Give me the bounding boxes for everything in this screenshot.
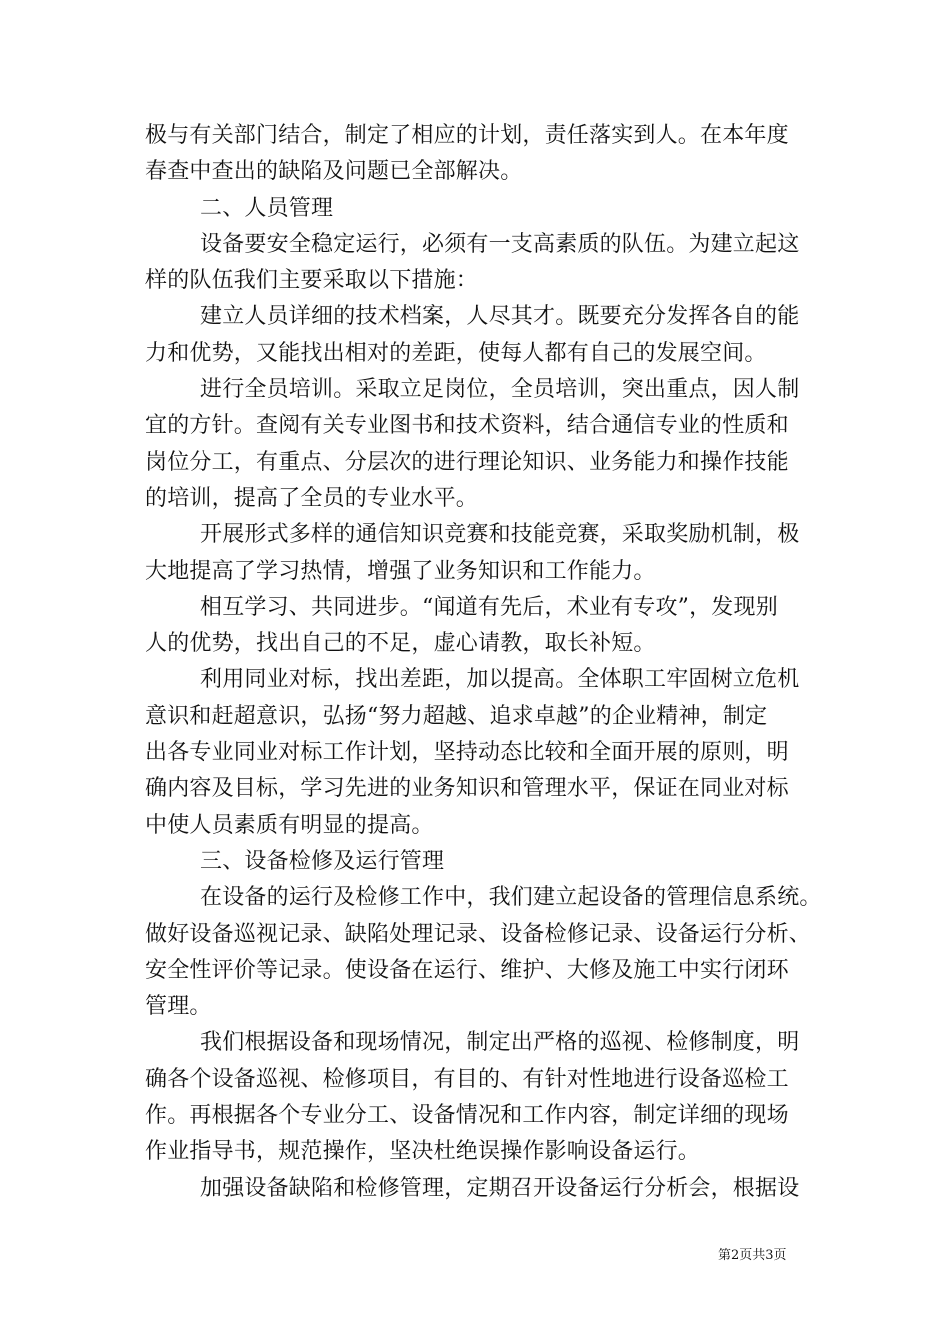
text-line: 力和优势，又能找出相对的差距，使每人都有自己的发展空间。 bbox=[145, 340, 767, 366]
text-line: 开展形式多样的通信知识竞赛和技能竞赛，采取奖励机制，极 bbox=[200, 522, 800, 548]
text-line: 出各专业同业对标工作计划，坚持动态比较和全面开展的原则，明 bbox=[145, 740, 789, 766]
text-line: 在设备的运行及检修工作中，我们建立起设备的管理信息系统。 bbox=[200, 885, 822, 911]
text-line: 样的队伍我们主要采取以下措施： bbox=[145, 268, 479, 294]
text-line: 安全性评价等记录。使设备在运行、维护、大修及施工中实行闭环 bbox=[145, 957, 789, 983]
text-line: 作。再根据各个专业分工、设备情况和工作内容，制定详细的现场 bbox=[145, 1103, 789, 1129]
text-line: 意识和赶超意识，弘扬“努力超越、追求卓越”的企业精神，制定 bbox=[145, 703, 768, 729]
text-line: 的培训，提高了全员的专业水平。 bbox=[145, 485, 479, 511]
text-line: 相互学习、共同进步。“闻道有先后，术业有专攻”，发现别 bbox=[200, 594, 778, 620]
text-line: 设备要安全稳定运行，必须有一支高素质的队伍。为建立起这 bbox=[200, 231, 800, 257]
text-line: 三、设备检修及运行管理 bbox=[200, 848, 445, 874]
text-line: 作业指导书，规范操作，坚决杜绝误操作影响设备运行。 bbox=[145, 1139, 701, 1165]
text-line: 岗位分工，有重点、分层次的进行理论知识、业务能力和操作技能 bbox=[145, 449, 789, 475]
text-line: 进行全员培训。采取立足岗位，全员培训，突出重点，因人制 bbox=[200, 377, 800, 403]
page-number: 第2页共3页 bbox=[718, 1248, 787, 1263]
text-line: 人的优势，找出自己的不足，虚心请教，取长补短。 bbox=[145, 631, 656, 657]
text-line: 确各个设备巡视、检修项目，有目的、有针对性地进行设备巡检工 bbox=[145, 1066, 789, 1092]
text-line: 中使人员素质有明显的提高。 bbox=[145, 812, 434, 838]
text-line: 宜的方针。查阅有关专业图书和技术资料，结合通信专业的性质和 bbox=[145, 413, 789, 439]
text-line: 春查中查出的缺陷及问题已全部解决。 bbox=[145, 159, 523, 185]
text-line: 加强设备缺陷和检修管理，定期召开设备运行分析会，根据设 bbox=[200, 1175, 800, 1201]
text-line: 做好设备巡视记录、缺陷处理记录、设备检修记录、设备运行分析、 bbox=[145, 921, 812, 947]
text-line: 我们根据设备和现场情况，制定出严格的巡视、检修制度，明 bbox=[200, 1030, 800, 1056]
text-line: 建立人员详细的技术档案，人尽其才。既要充分发挥各自的能 bbox=[200, 304, 800, 330]
text-line: 大地提高了学习热情，增强了业务知识和工作能力。 bbox=[145, 558, 656, 584]
text-line: 二、人员管理 bbox=[200, 195, 334, 221]
text-line: 利用同业对标，找出差距，加以提高。全体职工牢固树立危机 bbox=[200, 667, 800, 693]
text-line: 确内容及目标，学习先进的业务知识和管理水平，保证在同业对标 bbox=[145, 776, 789, 802]
text-line: 极与有关部门结合，制定了相应的计划，责任落实到人。在本年度 bbox=[145, 123, 789, 148]
text-line: 管理。 bbox=[145, 994, 212, 1020]
document-body bbox=[145, 118, 822, 1207]
